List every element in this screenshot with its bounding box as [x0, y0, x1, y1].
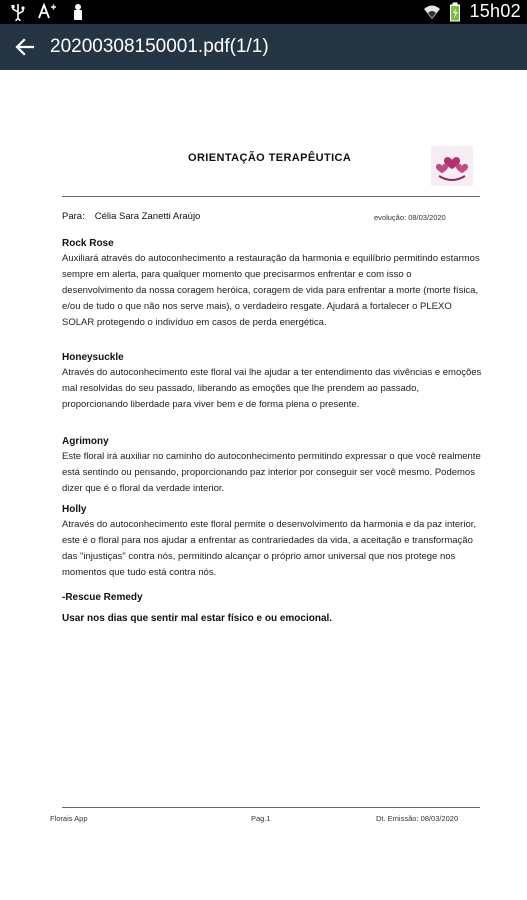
- usb-icon: [8, 2, 28, 22]
- section-title: Agrimony: [62, 436, 109, 447]
- file-title: 20200308150001.pdf(1/1): [50, 36, 269, 57]
- app-bar: [0, 24, 527, 70]
- status-bar: [0, 0, 527, 24]
- battery-level: [451, 6, 459, 21]
- battery-icon: [446, 2, 464, 22]
- section-honeysuckle: [62, 350, 482, 413]
- arrow-back-icon: [15, 37, 35, 57]
- section-body: Através do autoconhecimento este floral vai lhe ajudar a ter entendimento das vivências e emoções mal resolvidas do seu passado, liberando as emoções que lhe prendem ao passado, proporcionando liberdade para viver bem e de forma plena o presente.: [62, 367, 482, 410]
- status-left-icons: [8, 2, 88, 22]
- section-holly: [62, 502, 482, 581]
- section-rock-rose: [62, 236, 482, 331]
- pdf-page: [0, 70, 527, 900]
- status-right-icons: [423, 1, 521, 22]
- section-body: Auxiliará através do autoconhecimento a restauração da harmonia e equilíbrio permitindo estarmos sempre em alerta, para qualquer momento que precisarmos enfrentar e com isso o desenvolvimento da nossa coragem heróica, coragem de vida para enfrentar a morte (morte física, e/ou de tudo o que não nos serve mais), o verdadeiro resgate. Ajudará a fortalecer o PLEXO SOLAR protegendo o indivíduo em casos de perda energética.: [62, 253, 480, 328]
- spellcheck-icon: [38, 2, 58, 22]
- status-time: 15h02: [469, 1, 521, 21]
- hearts-logo-icon: [431, 146, 473, 186]
- footer-emission-date: Dt. Emissão: 08/03/2020: [376, 814, 459, 823]
- section-agrimony: [62, 434, 482, 497]
- section-body: Através do autoconhecimento este floral permite o desenvolvimento da harmonia e da paz interior, este é o floral para nos ajudar a enfrentar as contrariedades da vida, a aceitação e transformação das "injustiças" contra nós, permitindo alcançar o próprio amor universal que nos protege nos momentos que tudo está contra nós.: [62, 519, 477, 578]
- pdf-viewer[interactable]: [0, 70, 527, 900]
- section-title: -Rescue Remedy: [62, 592, 143, 603]
- recipient-name: Célia Sara Zanetti Araújo: [94, 211, 201, 222]
- back-button[interactable]: [8, 30, 42, 64]
- section-body: Este floral irá auxiliar no caminho do autoconhecimento permitindo expressar o que você realmente está sentindo ou pensando, proporcionando paz interior por conseguir ser você mesmo. Podemos dizer que é o floral da verdade interior.: [62, 451, 481, 494]
- footer-page-number: Pag.1: [251, 814, 271, 823]
- usage-note: Usar nos dias que sentir mal estar físico e ou emocional.: [62, 613, 333, 624]
- document-title: ORIENTAÇÃO TERAPÊUTICA: [188, 152, 352, 164]
- recipient-label: Para:: [62, 211, 85, 222]
- section-title: Honeysuckle: [62, 352, 124, 363]
- header-divider: [62, 196, 480, 197]
- section-title: Holly: [62, 504, 87, 515]
- notification-icon: [68, 2, 88, 22]
- wifi-icon: [423, 2, 441, 22]
- footer-app-name: Florais App: [50, 814, 88, 823]
- recipient-line: [62, 211, 200, 222]
- footer-divider: [62, 807, 480, 808]
- evolution-date: evolução: 08/03/2020: [374, 213, 446, 222]
- section-title: Rock Rose: [62, 238, 114, 249]
- section-rescue-remedy: [62, 590, 482, 605]
- section-usage-note: [62, 611, 482, 626]
